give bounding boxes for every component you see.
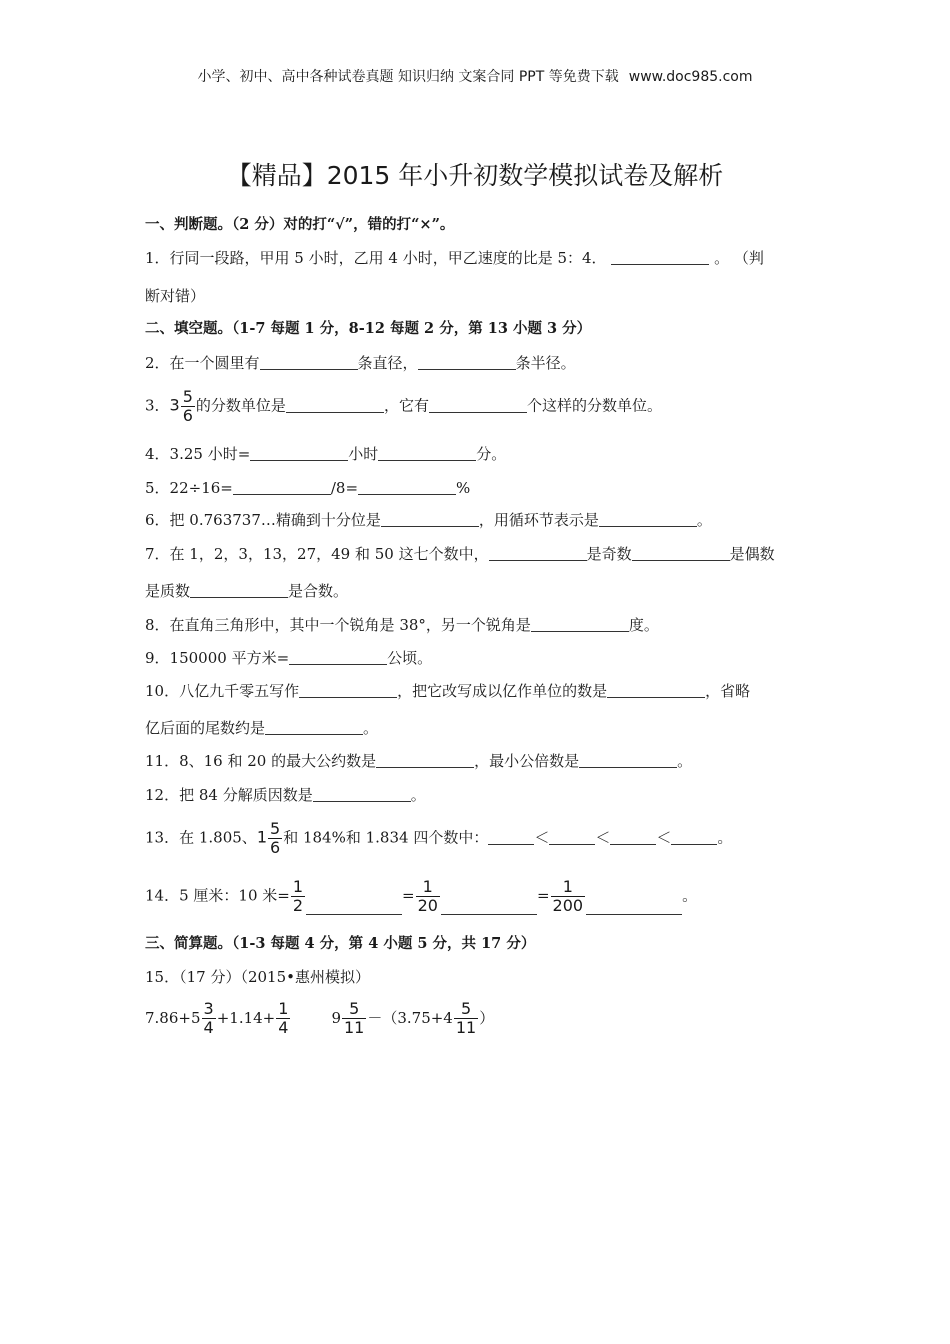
answer-blank[interactable] xyxy=(260,353,358,370)
answer-blank[interactable] xyxy=(611,248,709,265)
answer-blank[interactable] xyxy=(549,828,595,845)
section-3-heading: 三、简算题。（1-3 每题 4 分，第 4 小题 5 分，共 17 分） xyxy=(145,935,536,952)
answer-blank[interactable] xyxy=(286,396,384,413)
page-title: 【精品】2015 年小升初数学模拟试卷及解析 xyxy=(226,161,724,190)
expression-1: 7.86+5 $\frac{3}{4}$ +1.14+ $\frac{1}{4}$ xyxy=(145,999,289,1037)
section-1-heading: 一、判断题。（2 分）对的打“√”，错的打“×”。 xyxy=(145,216,455,233)
answer-blank[interactable] xyxy=(289,648,387,665)
question-7-cont: 是质数 是合数。 xyxy=(145,582,349,600)
answer-blank[interactable] xyxy=(378,444,476,461)
expression-2: 9 $\frac{5}{11}$ －（3.75+4 $\frac{5}{11}$ ） xyxy=(331,999,495,1037)
answer-blank[interactable] xyxy=(381,510,479,527)
header-text: 小学、初中、高中各种试卷真题 知识归纳 文案合同 PPT 等免费下载 xyxy=(197,69,619,85)
answer-blank[interactable] xyxy=(429,396,527,413)
answer-blank[interactable] xyxy=(441,898,537,915)
fraction: $\frac{1}{20}$ xyxy=(417,877,438,915)
section-2-heading: 二、填空题。（1-7 每题 1 分，8-12 每题 2 分，第 13 小题 3 分） xyxy=(145,320,592,337)
question-3: 3．3 $\frac{5}{6}$ 的分数单位是 ，它有 个这样的分数单位。 xyxy=(145,387,662,425)
answer-blank[interactable] xyxy=(358,478,456,495)
answer-blank[interactable] xyxy=(306,898,402,915)
answer-blank[interactable] xyxy=(610,828,656,845)
fraction: $\frac{1}{2}$ xyxy=(292,877,304,915)
answer-blank[interactable] xyxy=(599,510,697,527)
question-13: 13．在 1.805、1 $\frac{5}{6}$ 和 184%和 1.834 四个数中： ＜ ＜ ＜ 。 xyxy=(145,819,733,857)
question-7: 7．在 1，2，3，13，27，49 和 50 这七个数中， 是奇数 是偶数 xyxy=(145,545,775,563)
answer-blank[interactable] xyxy=(299,681,397,698)
question-15: 15．（17 分）（2015•惠州模拟） xyxy=(145,968,370,986)
header-site-link[interactable]: www.doc985.com xyxy=(628,69,753,85)
page-header xyxy=(0,66,950,86)
answer-blank[interactable] xyxy=(531,615,629,632)
fraction: $\frac{1}{200}$ xyxy=(552,877,584,915)
question-1-cont: 断对错） xyxy=(145,287,206,305)
answer-blank[interactable] xyxy=(632,544,730,561)
question-14: 14．5 厘米：10 米= $\frac{1}{2}$ = $\frac{1}{20}$ = $\frac{1}{200}$ 。 xyxy=(145,877,698,915)
question-2: 2．在一个圆里有 条直径， 条半径。 xyxy=(145,354,576,372)
question-5: 5．22÷16= /8= % xyxy=(145,479,471,497)
question-8: 8．在直角三角形中，其中一个锐角是 38°，另一个锐角是 度。 xyxy=(145,616,659,634)
question-11: 11．8、16 和 20 的最大公约数是 ，最小公倍数是 。 xyxy=(145,752,693,770)
fraction: $\frac{5}{11}$ xyxy=(455,999,477,1037)
mixed-whole: 3 xyxy=(169,395,180,415)
fraction: $\frac{3}{4}$ xyxy=(203,999,214,1037)
answer-blank[interactable] xyxy=(488,828,534,845)
answer-blank[interactable] xyxy=(489,544,587,561)
calc-expressions xyxy=(145,1000,494,1037)
answer-blank[interactable] xyxy=(671,828,717,845)
mixed-whole: 1 xyxy=(256,827,267,847)
question-12: 12．把 84 分解质因数是 。 xyxy=(145,786,426,804)
answer-blank[interactable] xyxy=(250,444,348,461)
answer-blank[interactable] xyxy=(418,353,516,370)
question-10-cont: 亿后面的尾数约是 。 xyxy=(145,719,379,737)
fraction: $\frac{5}{11}$ xyxy=(343,999,365,1037)
fraction: $\frac{1}{4}$ xyxy=(278,999,289,1037)
question-1: 1．行同一段路，甲用 5 小时，乙用 4 小时，甲乙速度的比是 5：4． 。 （判 xyxy=(145,249,764,267)
fraction: $\frac{5}{6}$ xyxy=(270,819,281,857)
answer-blank[interactable] xyxy=(233,478,331,495)
question-9: 9．150000 平方米= 公顷。 xyxy=(145,649,433,667)
fraction: $\frac{5}{6}$ xyxy=(182,387,193,425)
question-4: 4．3.25 小时= 小时 分。 xyxy=(145,445,507,463)
answer-blank[interactable] xyxy=(586,898,682,915)
answer-blank[interactable] xyxy=(607,681,705,698)
question-10: 10．八亿九千零五写作 ，把它改写成以亿作单位的数是 ，省略 xyxy=(145,682,751,700)
answer-blank[interactable] xyxy=(313,785,411,802)
question-6: 6．把 0.763737…精确到十分位是 ，用循环节表示是 。 xyxy=(145,511,712,529)
answer-blank[interactable] xyxy=(579,751,677,768)
answer-blank[interactable] xyxy=(376,751,474,768)
answer-blank[interactable] xyxy=(190,581,288,598)
answer-blank[interactable] xyxy=(265,718,363,735)
